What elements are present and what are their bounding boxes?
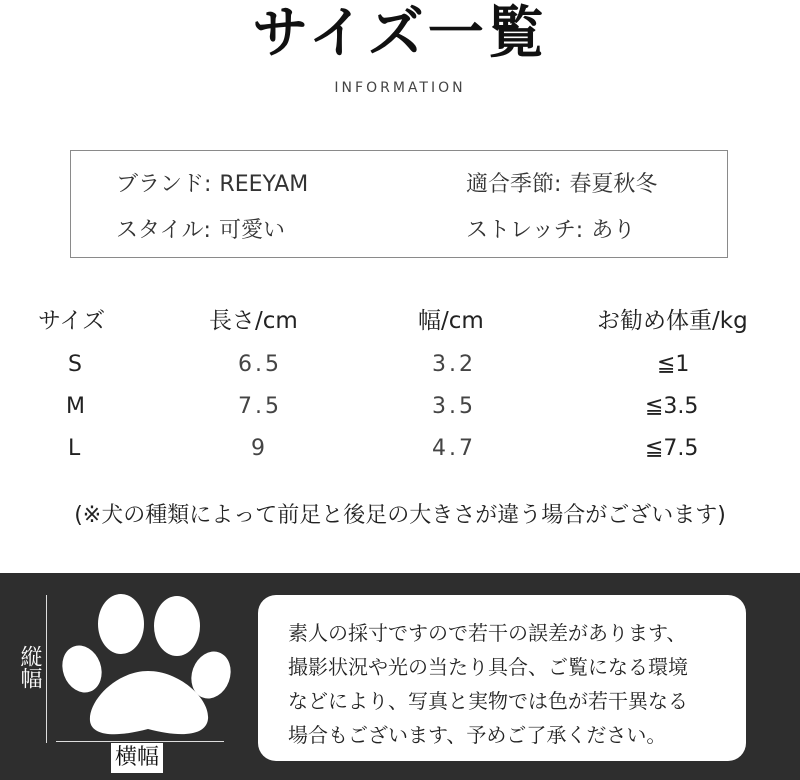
disclaimer-line: などにより、写真と実物では色が若干異なる — [288, 689, 688, 713]
product-info-box — [70, 150, 728, 258]
size-difference-note: (※犬の種類によって前足と後足の大きさが違う場合がございます) — [74, 503, 726, 528]
table-row-l-size: L — [68, 436, 81, 461]
paw-diagram — [0, 573, 250, 780]
info-style-value: 可愛い — [218, 218, 285, 243]
info-stretch-key: ストレッチ: — [466, 218, 584, 243]
info-stretch-value: あり — [591, 218, 636, 243]
column-header-size: サイズ — [38, 308, 106, 334]
table-row-m-width: 3.5 — [432, 394, 476, 419]
paw-pad-icon — [90, 671, 208, 734]
page-subtitle: INFORMATION — [334, 80, 466, 96]
table-row-l-length: 9 — [251, 436, 268, 461]
measurement-panel — [0, 573, 800, 780]
table-row-l-weight: ≦7.5 — [645, 436, 699, 461]
horizontal-label: 横幅 — [111, 743, 163, 773]
table-row-s-length: 6.5 — [238, 352, 282, 377]
column-header-weight: お勧め体重/kg — [597, 308, 748, 334]
page-title: サイズ一覧 — [252, 1, 548, 66]
table-row-s-weight: ≦1 — [657, 352, 690, 377]
paw-icon — [56, 589, 236, 739]
info-style — [116, 213, 285, 244]
table-row-m-weight: ≦3.5 — [645, 394, 699, 419]
horizontal-measure-line — [56, 741, 224, 742]
disclaimer-box — [258, 595, 746, 761]
table-row-l-width: 4.7 — [432, 436, 476, 461]
info-season-key: 適合季節: — [466, 172, 562, 197]
info-season — [466, 167, 657, 198]
info-brand-key: ブランド: — [116, 172, 212, 197]
info-brand — [116, 167, 308, 198]
disclaimer-line: 素人の採寸ですので若干の誤差があります、 — [288, 621, 687, 645]
column-header-width: 幅/cm — [418, 308, 484, 334]
table-row-m-length: 7.5 — [238, 394, 282, 419]
disclaimer-line: 撮影状況や光の当たり具合、ご覧になる環境 — [288, 655, 688, 679]
info-stretch — [466, 213, 635, 244]
table-row-s-size: S — [68, 352, 82, 377]
column-header-length: 長さ/cm — [209, 308, 298, 334]
disclaimer-line: 場合もございます、予めご了承ください。 — [288, 723, 667, 747]
info-season-value: 春夏秋冬 — [569, 172, 658, 197]
table-row-m-size: M — [66, 394, 85, 419]
paw-toe-icon — [154, 596, 200, 656]
info-style-key: スタイル: — [116, 218, 211, 243]
vertical-measure-line — [46, 595, 47, 743]
paw-toe-icon — [56, 640, 108, 698]
info-brand-value: REEYAM — [219, 172, 309, 197]
vertical-label: 縦幅 — [17, 645, 42, 689]
table-row-s-width: 3.2 — [432, 352, 476, 377]
paw-toe-icon — [98, 594, 144, 654]
